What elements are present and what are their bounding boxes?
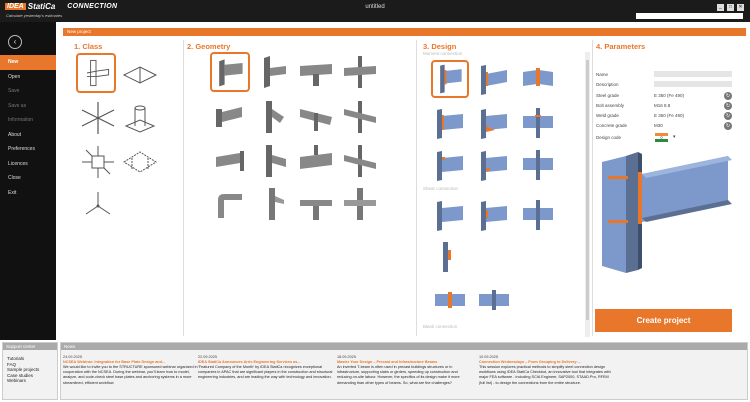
news-body: An inverted T-beam is often used in precast buildings structures or in infrastructure, supporting slabs or girders, speeding up construction and reducing on-site labour. However, the specifics of its design make it more demanding than other types of beams. So, what are the challenges? (337, 365, 460, 385)
support-link-faq[interactable]: FAQ (7, 361, 17, 367)
search-input[interactable] (636, 13, 743, 19)
concrete-grade-button[interactable]: ↻ (725, 123, 731, 129)
geometry-option[interactable] (210, 184, 250, 224)
news-date: 10.09.2025 (479, 355, 499, 359)
design-scrollbar[interactable] (585, 52, 590, 337)
weld-grade-button[interactable]: ↻ (725, 113, 731, 119)
class-truss-node[interactable] (78, 98, 118, 138)
geometry-option[interactable] (296, 184, 336, 224)
sidebar (0, 22, 56, 340)
class-frame-joint[interactable] (120, 142, 160, 182)
class-member-joint[interactable] (76, 53, 116, 93)
sidebar-item-save[interactable]: Save (8, 88, 20, 94)
design-option[interactable] (475, 60, 513, 98)
steel-grade-button[interactable]: ↻ (725, 93, 731, 99)
design-option[interactable] (519, 146, 557, 184)
title-bar (0, 0, 750, 22)
new-project-header: New project (63, 28, 746, 36)
section-class-title: 1. Class (74, 42, 103, 51)
geometry-option[interactable] (252, 184, 292, 224)
news-item[interactable] (63, 355, 199, 386)
design-code-label: Design code (596, 135, 622, 140)
support-link-tutorials[interactable]: Tutorials (7, 356, 25, 361)
news-body: We would like to invite you to the STRUCTURE sponsored webinar organized in cooperation with the NCSEA. During the webinar, you'll learn how to model, analyze, and code-check steel base plates and anchoring systems in a more streamlined, efficient workflow (63, 365, 198, 385)
maximize-button[interactable]: □ (728, 4, 733, 10)
class-axes[interactable] (78, 186, 118, 226)
sidebar-item-close[interactable]: Close (8, 175, 21, 181)
sidebar-item-open[interactable]: Open (8, 73, 21, 80)
design-option[interactable] (475, 146, 513, 184)
create-project-button[interactable]: Create project (595, 309, 732, 332)
design-option[interactable] (431, 238, 469, 276)
geometry-option[interactable] (210, 52, 250, 92)
geometry-option[interactable] (252, 52, 292, 92)
bolt-assembly-button[interactable]: ↻ (725, 103, 731, 109)
geometry-option[interactable] (340, 97, 380, 137)
name-input[interactable] (654, 71, 732, 77)
news-headline[interactable]: NCSEA Webinar: Integration for Base Plate Design and... (63, 360, 166, 364)
description-label: Description (596, 82, 619, 87)
sidebar-item-licences[interactable]: Licences (8, 160, 28, 167)
chevron-down-icon[interactable]: ▾ (673, 134, 676, 140)
concrete-grade-value: M30 (654, 123, 663, 128)
brand-idea: IDEA (7, 3, 24, 10)
back-button[interactable]: ‹ (8, 35, 22, 49)
section-parameters-title: 4. Parameters (596, 42, 646, 51)
news-headline[interactable]: IDEA StatiCa Announces Arris Engineering Services as... (198, 360, 301, 364)
news-body: This session explores practical methods to simplify steel connection design workflows using IDEA StatiCa Checkbot, an innovative tool that integrates with major FEA software - including SCIA Engineer, SAP2000, STAAD.Pro, RFEM (full list) - to design the connections from the entire structure. (479, 365, 611, 385)
news-headline[interactable]: Connection Wednesdays – From Grouping to Delivery:... (479, 360, 581, 364)
brand-statica: StatiCa (27, 2, 56, 11)
sidebar-item-preferences[interactable]: Preferences (8, 146, 35, 152)
geometry-option[interactable] (340, 184, 380, 224)
sidebar-item-exit[interactable]: Exit (8, 189, 17, 196)
axes-icon (78, 186, 118, 226)
design-option[interactable] (519, 104, 557, 142)
news-headline[interactable]: Master Your Design – Precast and Infrastructure Beams (337, 360, 438, 364)
design-option[interactable] (475, 196, 513, 234)
news-item[interactable] (198, 355, 334, 381)
blank-connection-label: Blank connection (423, 324, 458, 329)
connection-preview (596, 148, 736, 273)
support-link-sample-projects[interactable]: Sample projects (7, 367, 40, 372)
design-option[interactable] (431, 60, 469, 98)
geometry-option[interactable] (210, 97, 250, 137)
moment-connection-label: Moment connection (423, 51, 463, 56)
name-label: Name (596, 72, 609, 77)
frame-joint-icon (120, 142, 160, 182)
divider (416, 40, 417, 336)
divider (183, 40, 184, 336)
geometry-option[interactable] (252, 141, 292, 181)
close-button[interactable]: ✕ (738, 4, 743, 10)
news-body: 'Featured Company of the Month' by IDEA StatiCa recognizes exceptional companies in APAC that are significant players in the construction and structural engineering industries, and are leading the way with technology and innovation. (198, 365, 333, 380)
news-panel (60, 342, 748, 400)
divider (592, 40, 593, 336)
weld-grade-label: Weld grade (596, 113, 619, 118)
geometry-option[interactable] (296, 52, 336, 92)
support-center-title: Support center (3, 343, 57, 350)
section-geometry-title: 2. Geometry (187, 42, 231, 51)
geometry-option[interactable] (340, 141, 380, 181)
geometry-option[interactable] (296, 141, 336, 181)
geometry-option[interactable] (252, 97, 292, 137)
sidebar-item-save-as[interactable]: Save as (8, 102, 27, 109)
sidebar-item-about[interactable]: About (8, 131, 22, 138)
bolt-assembly-value: M16 8.8 (654, 103, 671, 108)
geometry-option[interactable] (210, 141, 250, 181)
design-option[interactable] (519, 60, 557, 98)
window-title: untitled (365, 4, 385, 10)
news-title: News (61, 343, 747, 350)
design-option[interactable] (431, 282, 469, 320)
class-base-plate[interactable] (120, 98, 160, 138)
steel-grade-value: E 350 (Fe 490) (654, 93, 685, 98)
sidebar-menu (0, 55, 56, 200)
minimize-button[interactable]: _ (717, 4, 724, 11)
class-beam-splice[interactable] (120, 53, 160, 93)
section-design-title: 3. Design (423, 42, 457, 51)
design-option[interactable] (431, 196, 469, 234)
support-center-panel (2, 342, 58, 400)
concrete-grade-label: Concrete grade (596, 123, 628, 128)
shear-connection-label: Shear connection (423, 186, 459, 191)
member-joint-icon (78, 55, 114, 91)
news-item[interactable] (337, 355, 473, 386)
base-plate-icon (120, 98, 160, 138)
beam-splice-icon (120, 53, 160, 93)
news-date: 22.09.2025 (198, 355, 218, 359)
news-item[interactable] (479, 355, 615, 386)
tagline: Calculate yesterday's estimates (6, 13, 63, 18)
description-input[interactable] (654, 81, 732, 87)
design-option[interactable] (475, 282, 513, 320)
news-date: 24.09.2025 (63, 355, 83, 359)
class-general-joint[interactable] (78, 142, 118, 182)
news-date: 18.09.2025 (337, 355, 357, 359)
sidebar-item-information[interactable]: Information (8, 117, 34, 123)
bolt-assembly-label: Bolt assembly (596, 103, 625, 108)
design-option[interactable] (519, 196, 557, 234)
geometry-option[interactable] (340, 52, 380, 92)
geometry-option[interactable] (296, 97, 336, 137)
steel-grade-label: Steel grade (596, 93, 620, 98)
general-joint-icon (78, 142, 118, 182)
design-option[interactable] (431, 146, 469, 184)
india-flag-icon[interactable] (655, 133, 668, 142)
sidebar-item-new[interactable]: New (0, 55, 56, 70)
design-option[interactable] (475, 104, 513, 142)
support-link-case-studies[interactable]: Case studies (7, 372, 34, 378)
truss-node-icon (78, 98, 118, 138)
module-name: CONNECTION (67, 3, 118, 10)
support-link-webinars[interactable]: Webinars (7, 378, 26, 383)
design-option[interactable] (431, 104, 469, 142)
weld-grade-value: E 350 (Fe 490) (654, 113, 685, 118)
